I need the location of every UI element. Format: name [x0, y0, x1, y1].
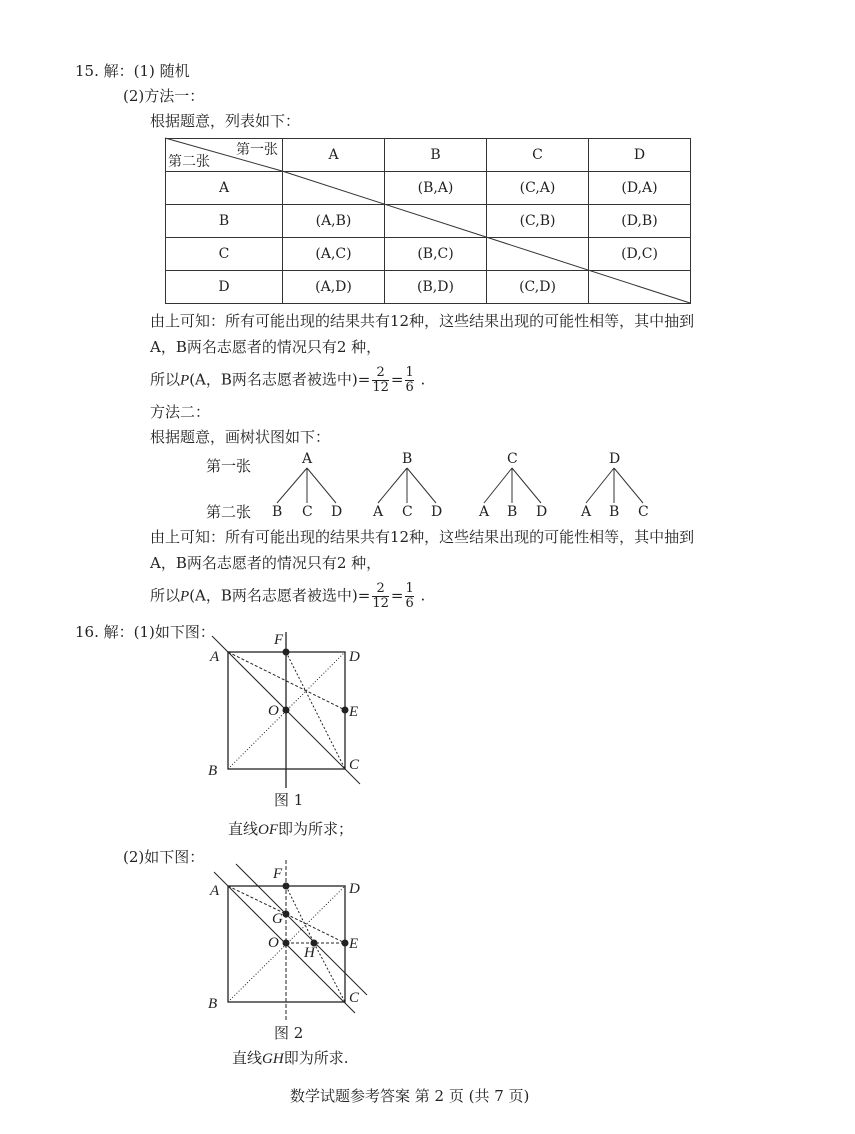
table-cell: (A,D) [283, 271, 385, 304]
row-header: A [166, 172, 283, 205]
col-header: C [487, 139, 589, 172]
col-header: B [385, 139, 487, 172]
fraction [405, 366, 413, 395]
tree-first-label: 第一张 [206, 457, 252, 475]
point-label-a: A [210, 649, 220, 665]
fraction [372, 366, 389, 395]
row-header: B [166, 205, 283, 238]
table-cell: (C,D) [487, 271, 589, 304]
tree-root: D [609, 451, 621, 467]
point-label-h: H [304, 945, 315, 961]
conclusion-line1: 由上可知：所有可能出现的结果共有12种，这些结果出现的可能性相等，其中抽到 [150, 312, 695, 330]
point-label-f: F [273, 866, 283, 882]
table-row [166, 205, 691, 238]
prob-text: (A，B两名志愿者被选中)= [189, 586, 371, 605]
table-cell [283, 172, 385, 205]
table-row [166, 172, 691, 205]
figure-1 [212, 632, 360, 788]
table-cell: (B,D) [385, 271, 487, 304]
table-corner [166, 139, 283, 172]
q15-header: 15. 解：(1) 随机 [75, 62, 190, 80]
table-cell: (D,C) [589, 238, 691, 271]
outcome-table [165, 138, 691, 304]
conclusion-line2-method2: A，B两名志愿者的情况只有2 种， [150, 554, 382, 572]
tree-leaf: B [507, 504, 518, 520]
point-label-d: D [349, 649, 360, 665]
numerator: 1 [405, 581, 414, 596]
table-cell: (B,C) [385, 238, 487, 271]
tree-branches [277, 468, 643, 503]
tree-leaf: C [638, 504, 649, 520]
point-label-o: O [268, 935, 279, 951]
period: . [420, 370, 426, 389]
table-cell [589, 271, 691, 304]
tree-root: B [402, 451, 413, 467]
corner-top: 第一张 [236, 142, 278, 158]
probability-line-2 [150, 582, 425, 611]
answer-post: 即为所求. [283, 1049, 349, 1067]
point-label-e: E [349, 704, 359, 720]
equals: = [390, 370, 404, 389]
table-cell: (C,B) [487, 205, 589, 238]
denominator: 6 [405, 380, 414, 395]
q15-intro2: 根据题意，画树状图如下： [150, 428, 331, 446]
col-header: D [589, 139, 691, 172]
conclusion-line2: A，B两名志愿者的情况只有2 种， [150, 338, 382, 356]
tree-leaf: C [302, 504, 313, 520]
period: . [420, 586, 426, 605]
prob-p: P [180, 372, 190, 389]
point-label-e: E [349, 936, 359, 952]
denominator: 12 [372, 596, 389, 611]
point-label-b: B [208, 763, 218, 779]
equals: = [390, 586, 404, 605]
tree-leaf: A [581, 504, 592, 520]
q16-part2: (2)如下图： [123, 848, 205, 866]
table-cell [385, 205, 487, 238]
point-label-c: C [349, 990, 360, 1006]
row-header: D [166, 271, 283, 304]
col-header: A [283, 139, 385, 172]
tree-leaf: D [431, 504, 443, 520]
prob-text: (A，B两名志愿者被选中)= [189, 370, 371, 389]
denominator: 6 [405, 596, 414, 611]
fraction [372, 582, 389, 611]
point-label-c: C [349, 757, 360, 773]
answer-post: 即为所求； [278, 820, 354, 838]
answer-pre: 直线 [228, 820, 259, 838]
method2-label: 方法二： [150, 403, 211, 421]
point-label-g: G [272, 911, 283, 927]
tree-root: A [302, 451, 313, 467]
fraction [405, 582, 413, 611]
point-label-d: D [349, 881, 360, 897]
corner-bottom: 第二张 [168, 154, 210, 170]
figure-2 [214, 860, 367, 1020]
fig2-caption: 图 2 [274, 1024, 304, 1042]
row-header: C [166, 238, 283, 271]
table-cell: (C,A) [487, 172, 589, 205]
table-cell: (D,B) [589, 205, 691, 238]
table-cell: (A,B) [283, 205, 385, 238]
conclusion-line1-method2: 由上可知：所有可能出现的结果共有12种，这些结果出现的可能性相等，其中抽到 [150, 528, 695, 546]
numerator: 2 [372, 582, 389, 597]
point-label-f: F [274, 632, 284, 648]
q15-intro1: 根据题意，列表如下： [150, 112, 301, 130]
fig2-answer [232, 1049, 348, 1068]
prob-prefix: 所以 [150, 586, 181, 605]
tree-leaf: D [536, 504, 548, 520]
page-footer: 数学试题参考答案 第 2 页 (共 7 页) [290, 1087, 530, 1105]
answer-pre: 直线 [232, 1049, 263, 1067]
point-label-a: A [210, 883, 220, 899]
table-cell: (D,A) [589, 172, 691, 205]
point-label-o: O [268, 703, 279, 719]
denominator: 12 [372, 380, 389, 395]
table-row [166, 238, 691, 271]
fig1-caption: 图 1 [274, 791, 304, 809]
table-cell [487, 238, 589, 271]
numerator: 1 [405, 365, 414, 380]
tree-leaf: A [373, 504, 384, 520]
tree-leaf: B [609, 504, 620, 520]
table-cell: (B,A) [385, 172, 487, 205]
prob-prefix: 所以 [150, 370, 181, 389]
tree-leaf: B [272, 504, 283, 520]
q16-header: 16. 解：(1)如下图： [75, 623, 215, 641]
point-label-b: B [208, 996, 218, 1012]
q15-part2: (2)方法一： [123, 87, 205, 105]
probability-line-1 [150, 366, 425, 395]
table-cell: (A,C) [283, 238, 385, 271]
tree-root: C [507, 451, 518, 467]
answer-line-name: GH [262, 1051, 284, 1067]
tree-leaf: A [479, 504, 490, 520]
table-row [166, 271, 691, 304]
numerator: 2 [372, 366, 389, 381]
tree-leaf: C [402, 504, 413, 520]
prob-p: P [180, 588, 190, 605]
tree-leaf: D [331, 504, 343, 520]
answer-line-name: OF [258, 822, 279, 838]
tree-second-label: 第二张 [206, 503, 252, 521]
fig1-answer [228, 820, 353, 839]
